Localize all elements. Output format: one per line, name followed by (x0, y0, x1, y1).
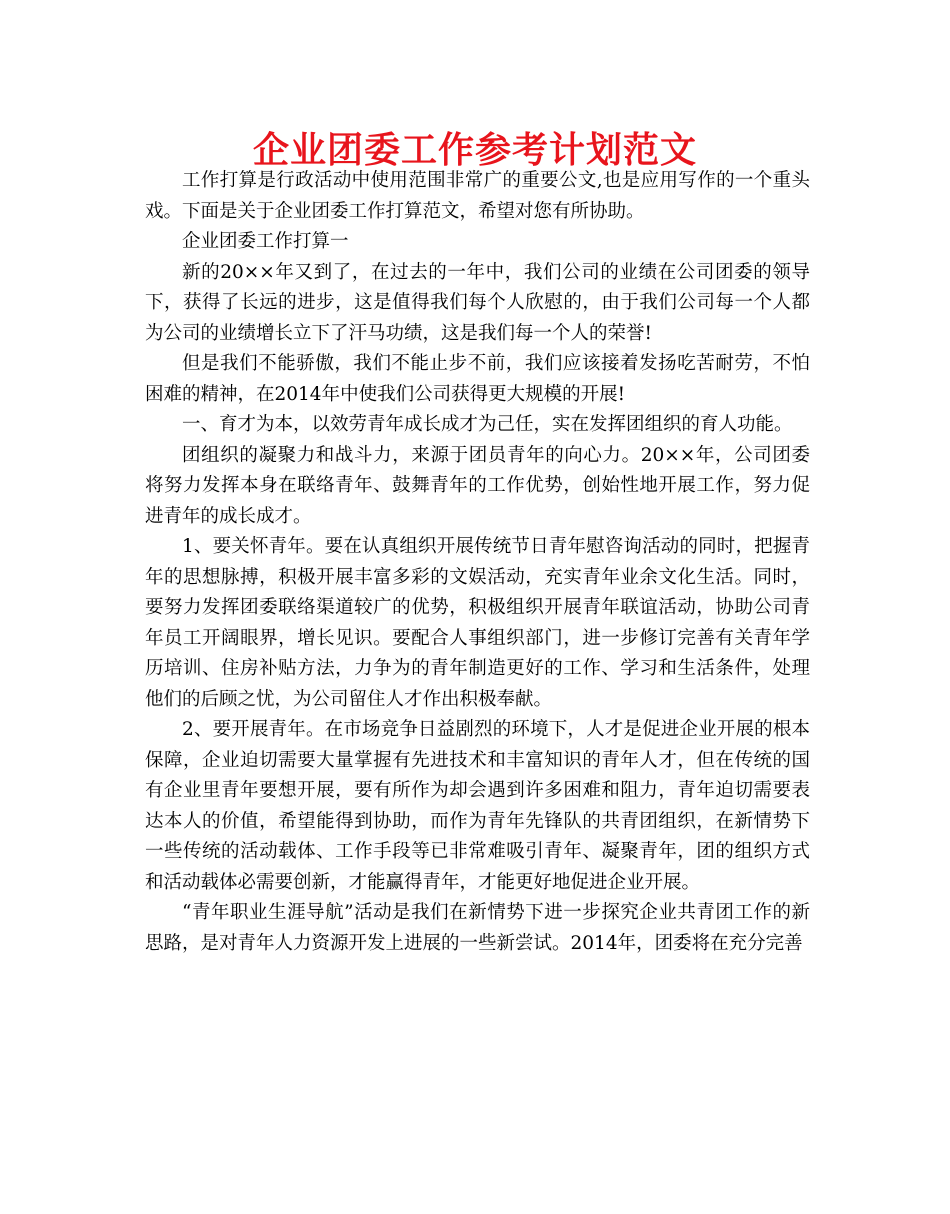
document-body (145, 166, 810, 959)
paragraph: 新的20××年又到了，在过去的一年中，我们公司的业绩在公司团委的领导下，获得了长远的进步，这是值得我们每个人欣慰的，由于我们公司每一个人都为公司的业绩增长立下了汗马功绩，这是我们每一个人的荣誉! (145, 261, 810, 344)
paragraph: 2、要开展青年。在市场竞争日益剧烈的环境下，人才是促进企业开展的根本保障，企业迫切需要大量掌握有先进技术和丰富知识的青年人才，但在传统的国有企业里青年要想开展，要有所作为却会遇到许多困难和阻力，青年迫切需要表达本人的价值，希望能得到协助，而作为青年先锋队的共青团组织，在新情势下一些传统的活动载体、工作手段等已非常难吸引青年、凝聚青年，团的组织方式和活动载体必需要创新，才能赢得青年，才能更好地促进企业开展。 (145, 719, 810, 893)
paragraph-section-heading: 一、育才为本，以效劳青年成长成才为己任，实在发挥团组织的育人功能。 (182, 414, 793, 435)
paragraph-intro: 工作打算是行政活动中使用范围非常广的重要公文,也是应用写作的一个重头戏。下面是关于企业团委工作打算范文，希望对您有所协助。 (145, 170, 810, 222)
paragraph: 团组织的凝聚力和战斗力，来源于团员青年的向心力。20××年，公司团委将努力发挥本身在联络青年、鼓舞青年的工作优势，创始性地开展工作，努力促进青年的成长成才。 (145, 444, 810, 527)
paragraph: 但是我们不能骄傲，我们不能止步不前，我们应该接着发扬吃苦耐劳，不怕困难的精神，在2014年中使我们公司获得更大规模的开展! (145, 353, 810, 405)
paragraph: “青年职业生涯导航”活动是我们在新情势下进一步探究企业共青团工作的新思路，是对青年人力资源开发上进展的一些新尝试。2014年，团委将在充分完善 (145, 902, 810, 954)
paragraph-plan-heading: 企业团委工作打算一 (182, 231, 349, 252)
paragraph: 1、要关怀青年。要在认真组织开展传统节日青年慰咨询活动的同时，把握青年的思想脉搏，积极开展丰富多彩的文娱活动，充实青年业余文化生活。同时，要努力发挥团委联络渠道较广的优势，积极组织开展青年联谊活动，协助公司青年员工开阔眼界，增长见识。要配合人事组织部门，进一步修订完善有关青年学历培训、住房补贴方法，力争为的青年制造更好的工作、学习和生活条件，处理他们的后顾之忧，为公司留住人才作出积极奉献。 (145, 536, 810, 710)
document-title: 企业团委工作参考计划范文 (252, 129, 697, 171)
